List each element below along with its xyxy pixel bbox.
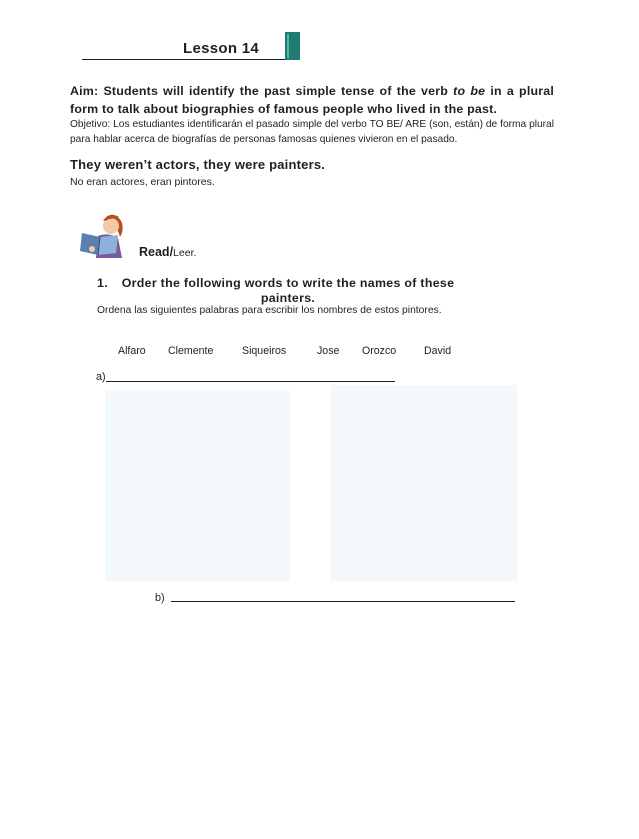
word-bank-item: Siqueiros [242,345,287,357]
objective-text: Objetivo: Los estudiantes identificarán el pasado simple del verbo TO BE/ ARE (son, están) de forma plural para hablar acerca de biografías de personas famosas quienes vivieron en el pasado. [70,119,554,145]
aim-emphasis: to be [453,84,486,98]
answer-line-a[interactable] [106,381,395,382]
title-accent-stripe [287,34,289,58]
word-bank-item: Jose [317,345,340,357]
painting-image-1 [105,390,290,581]
word-bank-item: Alfaro [118,345,146,357]
person-reading-icon [78,209,128,259]
question-text: Order the following words to write the names of these painters. [121,276,455,305]
page-title: Lesson 14 [183,40,260,57]
aim-text: Aim: Students will identify the past simple tense of the verb [70,84,454,98]
section-heading: They weren’t actors, they were painters. [70,157,326,172]
read-label: Read/ [139,245,174,259]
question-number: 1. [97,276,108,290]
answer-label-a: a) [96,371,106,383]
question-1 [97,276,457,306]
aim-text-after: in a plural form to talk about biographies of famous people who lived in the past. [70,84,554,116]
painting-image-2 [331,385,517,581]
answer-line-b[interactable] [171,601,515,602]
read-sublabel: Leer. [173,247,197,259]
title-underline [82,59,297,60]
word-bank-item: Clemente [168,345,214,357]
answer-label-b: b) [155,592,165,604]
aim-statement [70,82,554,118]
word-bank-item: David [424,345,452,357]
question-subtext: Ordena las siguientes palabras para escribir los nombres de estos pintores. [97,305,442,316]
read-instruction [139,245,196,259]
section-subheading: No eran actores, eran pintores. [70,176,215,188]
word-bank-item: Orozco [362,345,397,357]
